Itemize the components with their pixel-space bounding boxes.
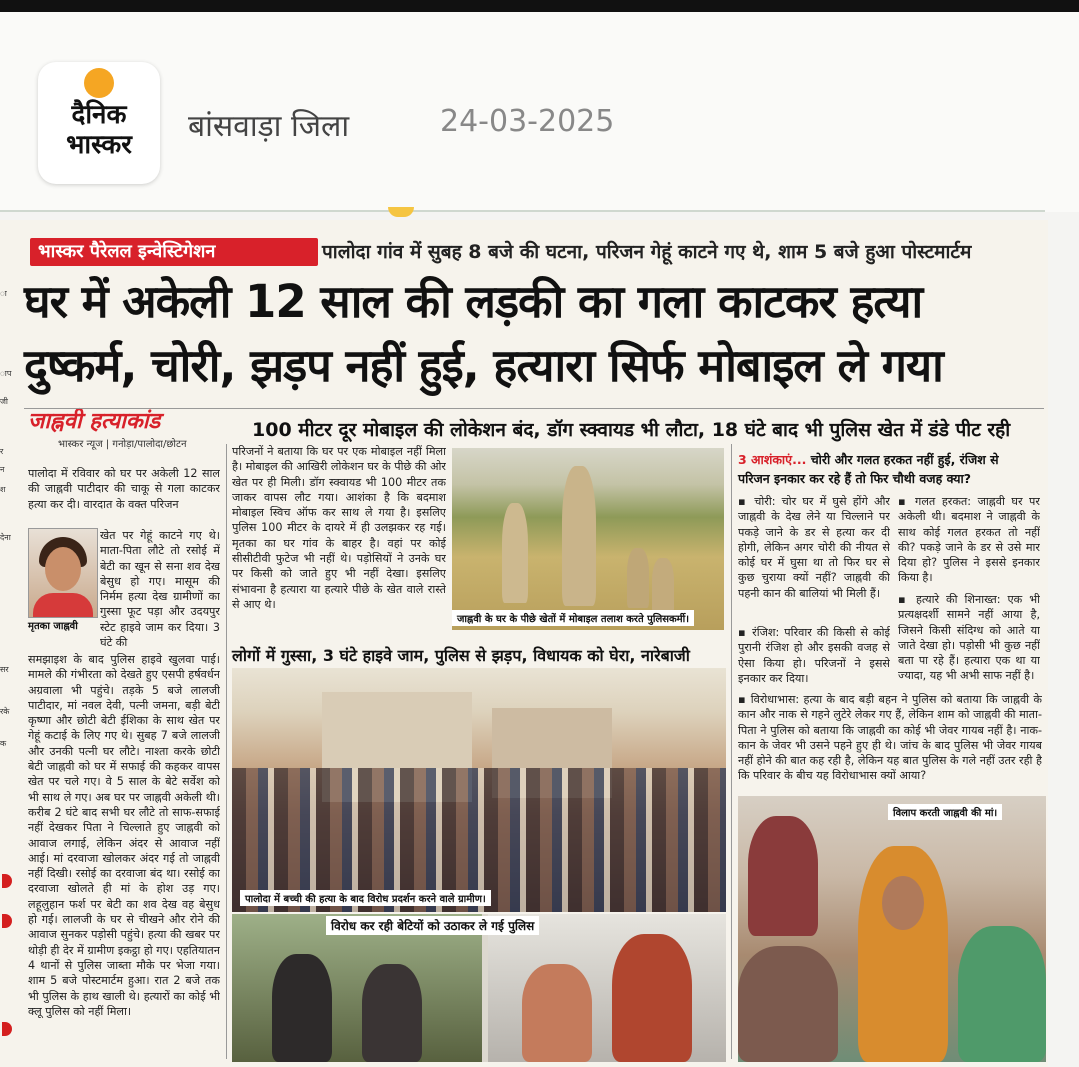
- edition-name: बांसवाड़ा जिला: [188, 109, 350, 144]
- protest-crowd-photo: [232, 668, 726, 912]
- photo-caption: विरोध कर रही बेटियों को उठाकर ले गई पुलिस: [326, 916, 539, 935]
- section-badge: भास्कर पैरेलल इन्वेस्टिगेशन: [30, 238, 318, 266]
- left-strip-text: न: [0, 465, 5, 474]
- byline: भास्कर न्यूज | गनोड़ा/पालोदा/छोटन: [58, 439, 187, 450]
- status-bar: [0, 0, 1079, 12]
- point-rivalry: ▪ रंजिश: परिवार की किसी से कोई पुरानी रंजिश हो और इसकी वजह से ऐसा किया हो। परिजनों ने इससे इनकार कर दिया।: [738, 626, 890, 685]
- detained-girls-photo: [232, 914, 726, 1062]
- left-strip-text: सर: [0, 665, 9, 674]
- left-strip-text: रके: [0, 707, 10, 716]
- red-marker: [2, 914, 12, 928]
- subhead: 100 मीटर दूर मोबाइल की लोकेशन बंद, डॉग स्क्वायड भी लौटा, 18 घंटे बाद भी पुलिस खेत में डंडे पीट रही: [252, 419, 1011, 441]
- suspicion-headline-1: 3 आशंकाएं... चोरी और गलत हरकत नहीं हुई, रंजिश से: [738, 452, 999, 467]
- col1-intro: पालोदा में रविवार को घर पर अकेली 12 साल की जाह्नवी पाटीदार की चाकू से गला काटकर हत्या कर दी। वारदात के वक्त परिजन: [28, 467, 220, 511]
- point-misconduct: ▪ गलत हरकत: जाह्नवी घर पर अकेली थी। बदमाश ने जाह्नवी के साथ कोई गलत हरकत तो नहीं की? पकड़े जाने के डर से उसे मार दिया हो? पुलिस ने इससे इनकार किया है।: [898, 495, 1040, 585]
- rule: [24, 408, 1044, 409]
- col2-body: परिजनों ने बताया कि घर पर एक मोबाइल नहीं मिला है। मोबाइल की आखिरी लोकेशन घर के पीछे की ओर खेत पर ही मिली। डॉग स्क्वायड भी 100 मीटर तक जाकर वापस लौट गया। आशंका है कि बदमाश मोबाइल स्विच ऑफ कर साथ ले गया है। इसलिए पुलिस 100 मीटर के दायरे में ही उलझकर रह गई। मृतका का घर गांव के बाहर है। वहां पर कोई सीसीटीवी फुटेज भी नहीं थे। पड़ोसियों ने उनके घर पर किसी को जाते हुए भी नहीं देखा। इसलिए संभावना है हत्यारा या हत्यारे पीछे के खेत वाले रास्ते से आए थे।: [232, 445, 446, 611]
- police-field-photo: [452, 448, 724, 630]
- col1-beside-portrait: खेत पर गेहूं काटने गए थे। माता-पिता लौटे तो रसोई में बेटी का खून से सना शव देख बेसुध हो गए। मासूम की निर्मम हत्या देख ग्रामीणों का गुस्सा फूट पड़ा और उदयपुर स्टेट हाइवे जाम कर दिया। 3 घंटे की: [100, 529, 220, 650]
- suspicion-badge: 3 आशंकाएं...: [738, 452, 807, 467]
- left-strip-text: ा: [0, 289, 7, 298]
- victim-portrait: [28, 528, 98, 618]
- point-identify: ▪ हत्यारे की शिनाख्त: एक भी प्रत्यक्षदर्शी सामने नहीं आया है, जिसने किसी संदिग्ध को आते या जाते देखा हो। पड़ोसी भी कुछ नहीं बता पा रहे हैं। हत्यारा एक था या ज्यादा, यह भी अभी साफ नहीं है।: [898, 593, 1040, 683]
- photo-caption: विलाप करती जाह्नवी की मां।: [888, 804, 1002, 820]
- left-strip-text: क: [0, 739, 7, 748]
- col1-body: समझाइश के बाद पुलिस हाइवे खुलवा पाई। मामले की गंभीरता को देखते हुए एसपी हर्षवर्धन अग्रवाला भी पहुंचे। तड़के 5 बजे लालजी पाटीदार, मां नवल देवी, पत्नी जमना, बड़ी बेटी कृष्णा और छोटी बेटी ईशिका के साथ खेत पर गेहूं कटाई के लिए गए थे। सुबह 7 बजे लालजी और उनकी पत्नी घर लौटे। नाश्ता करके छोटी बेटी जाह्नवी को घर में सफाई की कहकर वापस खेत पर चले गए। वे 5 साल के बेटे सर्वेश को भी साथ ले गए। अब घर पर जाह्नवी अकेली थी। करीब 2 घंटे बाद सभी घर लौटे तो साफ-सफाई नहीं देखकर पिता ने चिल्लाते हुए जाह्नवी को आवाज लगाई, लेकिन अंदर से आवाज नहीं आई। मां दरवाजा खोलकर अंदर गई तो जाह्नवी नहीं दिखी। रसोई का दरवाजा बंद था। रसोई का दरवाजा खोलते ही मां के होश उड़ गए। लहूलुहान फर्श पर बेटी का शव देख वह बेसुध हो गई। लालजी के घर से चीखने और रोने की आवाज सुनकर पड़ोसी पहुंचे। हत्या की खबर पर थोड़ी ही देर में ग्रामीण इकट्ठा हो गए। एहतियातन 4 थानों से पुलिस जाब्ता मौके पर भेजा गया। शाम 5 बजे पोस्टमार्टम हुआ। रात 2 बजे तक भी पुलिस के हाथ खाली थे। हत्यारों का कोई भी क्लू पुलिस को नहीं मिला।: [28, 653, 220, 1018]
- divider: [0, 210, 1045, 212]
- left-strip-text: जी: [0, 397, 9, 406]
- point-contradiction: ▪ विरोधाभास: हत्या के बाद बड़ी बहन ने पुलिस को बताया कि जाह्नवी के कान और नाक से गहने लुटेरे लेकर गए हैं, लेकिन शाम को जाह्नवी की माता-पिता ने पुलिस को बताया कि जाह्नवी का कोई भी जेवर गायब नहीं है। नाक-कान के जेवर भी उसने पहने हुए ही थे। जांच के बाद पुलिस भी जेवर गायब नहीं होने की बात कह रही है, लेकिन यह बात पुलिस के गले नहीं उतर रही है कि परिवार के बीच यह विरोधाभास क्यों आया?: [738, 693, 1042, 783]
- headline-line-1: घर में अकेली 12 साल की लड़की का गला काटकर हत्या: [24, 275, 923, 328]
- sun-icon: [388, 207, 414, 217]
- left-column-strip: [0, 226, 14, 1067]
- red-marker: [2, 874, 12, 888]
- left-strip-text: ाप: [0, 369, 12, 378]
- edition-date: 24-03-2025: [440, 104, 615, 139]
- logo-text: दैनिक भास्कर: [66, 100, 132, 160]
- headline-line-2: दुष्कर्म, चोरी, झड़प नहीं हुई, हत्यारा सिर्फ मोबाइल ले गया: [24, 339, 943, 392]
- suspicion-headline-2: परिजन इनकार कर रहे हैं तो फिर चौथी वजह क्या?: [738, 471, 971, 486]
- column-rule: [731, 444, 732, 1059]
- kicker: पालोदा गांव में सुबह 8 बजे की घटना, परिजन गेहूं काटने गए थे, शाम 5 बजे हुआ पोस्टमार्टम: [322, 241, 972, 263]
- photo-caption: पालोदा में बच्ची की हत्या के बाद विरोध प्रदर्शन करने वाले ग्रामीण।: [240, 890, 491, 906]
- left-strip-text: देना: [0, 533, 11, 542]
- portrait-caption: मृतका जाह्नवी: [28, 621, 78, 632]
- header: [0, 12, 1079, 212]
- column-rule: [226, 444, 227, 1059]
- dainik-bhaskar-logo[interactable]: [38, 62, 160, 184]
- protest-headline: लोगों में गुस्सा, 3 घंटे हाइवे जाम, पुलिस से झड़प, विधायक को घेरा, नारेबाजी: [232, 646, 690, 665]
- point-theft: ▪ चोरी: चोर घर में घुसे होंगे और जाह्नवी के देख लेने या चिल्लाने पर पकड़े जाने के डर से हत्या कर दी होगी, लेकिन अगर चोरी की नीयत से कोई घर में घुसा था तो फिर घर से कुछ चुराया क्यों नहीं? जाह्नवी की पहनी कान की बालियां भी मिली हैं।: [738, 495, 890, 600]
- left-strip-text: र: [0, 447, 4, 456]
- mother-mourning-photo: [738, 796, 1046, 1062]
- left-strip-text: श: [0, 485, 6, 494]
- logo-sun-icon: [84, 68, 114, 98]
- case-name: जाह्नवी हत्याकांड: [28, 409, 161, 434]
- red-marker: [2, 1022, 12, 1036]
- photo-caption: जाह्नवी के घर के पीछे खेतों में मोबाइल तलाश करते पुलिसकर्मी।: [452, 610, 694, 626]
